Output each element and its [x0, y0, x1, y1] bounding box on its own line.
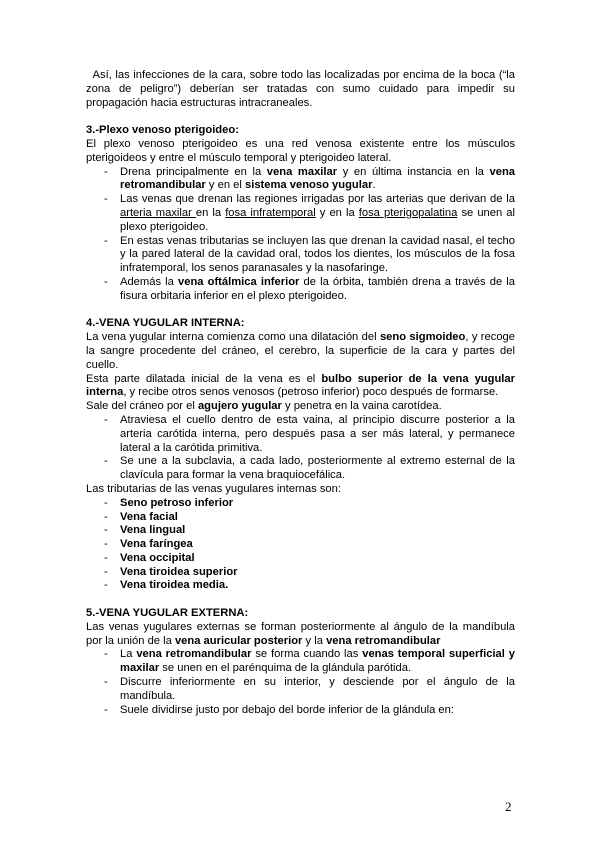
link-fosa-pterigopalatina: fosa pterigopalatina	[358, 206, 458, 219]
tributary-item: - Vena lingual	[86, 524, 515, 538]
document-page	[86, 69, 515, 717]
list-item: - Se une a la subclavia, a cada lado, posteriormente al extremo esternal de la clavícula para formar la vena braquiocefálica.	[86, 455, 515, 483]
list-item: - Las venas que drenan las regiones irrigadas por las arterias que derivan de la arteria maxilar en la fosa infratemporal y en la fosa pterigopalatina se unen al plexo pterigoideo.	[86, 193, 515, 234]
intro-paragraph: Así, las infecciones de la cara, sobre todo las localizadas por encima de la boca (“la zona de peligro”) deberían ser tratadas con sumo cuidado para impedir su propagación hacia estructuras intracraneales.	[86, 69, 515, 109]
section-4-paragraph: La vena yugular interna comienza como una dilatación del seno sigmoideo, y recoge la sangre procedente del cráneo, el cerebro, la superficie de la cara y partes del cuello.	[86, 331, 515, 371]
tributaries-list	[86, 497, 515, 594]
section-4-list	[86, 414, 515, 483]
tributary-item: - Vena tiroidea superior	[86, 566, 515, 580]
page-number: 2	[505, 799, 512, 814]
section-3-heading: 3.-Plexo venoso pterigoideo:	[86, 124, 239, 137]
tributary-item: - Vena faríngea	[86, 538, 515, 552]
section-3-list	[86, 166, 515, 304]
tributary-item: - Vena tiroidea media.	[86, 579, 515, 593]
link-fosa-infratemporal: fosa infratemporal	[225, 206, 316, 219]
section-5-heading: 5.-VENA YUGULAR EXTERNA:	[86, 607, 249, 620]
list-item: - Atraviesa el cuello dentro de esta vaina, al principio discurre posterior a la arteria carótida interna, pero después pasa a ser más lateral, y permanece lateral a la carótida primitiva.	[86, 414, 515, 455]
section-4-paragraph: Esta parte dilatada inicial de la vena es el bulbo superior de la vena yugular interna, y recibe otros senos venosos (petroso inferior) poco después de formarse.	[86, 372, 515, 399]
tributary-item: - Seno petroso inferior	[86, 497, 515, 511]
list-item: - La vena retromandibular se forma cuando las venas temporal superficial y maxilar se unen en el parénquima de la glándula parótida.	[86, 648, 515, 676]
section-5-list	[86, 648, 515, 717]
section-4-paragraph: Sale del cráneo por el agujero yugular y penetra en la vaina carotídea.	[86, 400, 442, 413]
section-3-description: El plexo venoso pterigoideo es una red venosa existente entre los músculos pterigoideos y entre el músculo temporal y pterigoideo lateral.	[86, 137, 515, 164]
list-item: - En estas venas tributarias se incluyen las que drenan la cavidad nasal, el techo y la pared lateral de la cavidad oral, todos los dientes, los músculos de la fosa infratemporal, los senos paranasales y la nasofaringe.	[86, 235, 515, 276]
link-arteria-maxilar: arteria maxilar	[120, 206, 196, 219]
tributary-item: - Vena occipital	[86, 552, 515, 566]
list-item: - Además la vena oftálmica inferior de la órbita, también drena a través de la fisura orbitaria inferior en el plexo pterigoideo.	[86, 276, 515, 304]
section-5-paragraph: Las venas yugulares externas se forman posteriormente al ángulo de la mandíbula por la unión de la vena auricular posterior y la vena retromandibular	[86, 620, 515, 647]
tributary-item: - Vena facial	[86, 511, 515, 525]
list-item: - Drena principalmente en la vena maxilar y en última instancia en la vena retromandibular y en el sistema venoso yugular.	[86, 166, 515, 194]
tributaries-intro: Las tributarias de las venas yugulares internas son:	[86, 482, 341, 495]
list-item: - Discurre inferiormente en su interior, y desciende por el ángulo de la mandíbula.	[86, 676, 515, 704]
list-item: - Suele dividirse justo por debajo del borde inferior de la glándula en:	[86, 704, 515, 718]
section-4-heading: 4.-VENA YUGULAR INTERNA:	[86, 317, 245, 330]
